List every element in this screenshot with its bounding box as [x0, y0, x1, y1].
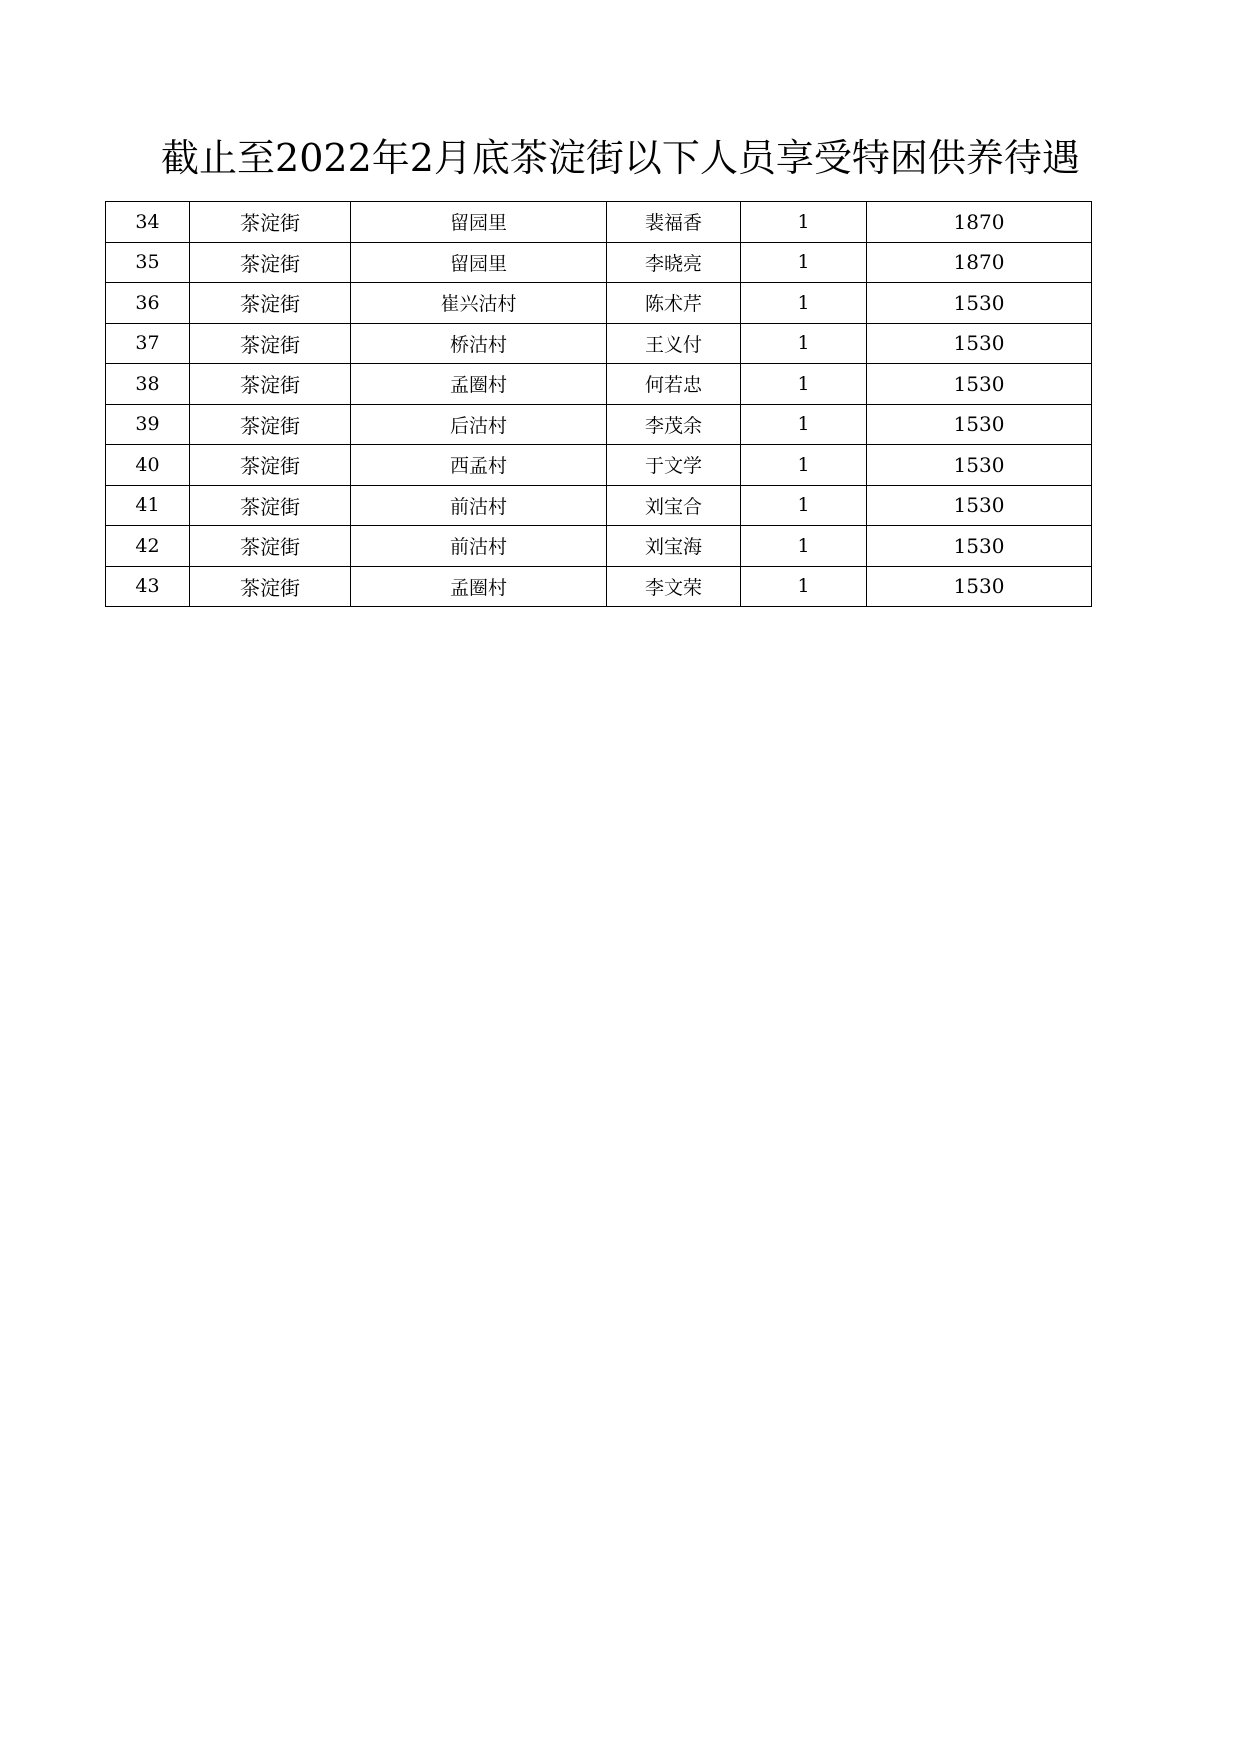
cell-index: 36 [106, 283, 190, 324]
cell-village: 后沽村 [351, 404, 607, 445]
cell-amount: 1530 [867, 364, 1092, 405]
cell-name: 李文荣 [607, 566, 741, 607]
cell-amount: 1530 [867, 445, 1092, 486]
cell-name: 李茂余 [607, 404, 741, 445]
cell-index: 38 [106, 364, 190, 405]
cell-index: 40 [106, 445, 190, 486]
cell-count: 1 [741, 364, 867, 405]
cell-amount: 1870 [867, 202, 1092, 243]
cell-street: 茶淀街 [190, 283, 351, 324]
cell-index: 39 [106, 404, 190, 445]
table-row [106, 485, 1092, 526]
cell-name: 李晓亮 [607, 242, 741, 283]
cell-name: 何若忠 [607, 364, 741, 405]
cell-amount: 1530 [867, 485, 1092, 526]
table-row [106, 364, 1092, 405]
table-row [106, 202, 1092, 243]
cell-street: 茶淀街 [190, 566, 351, 607]
cell-amount: 1530 [867, 404, 1092, 445]
cell-street: 茶淀街 [190, 526, 351, 567]
cell-street: 茶淀街 [190, 445, 351, 486]
cell-street: 茶淀街 [190, 404, 351, 445]
cell-index: 42 [106, 526, 190, 567]
cell-count: 1 [741, 526, 867, 567]
cell-count: 1 [741, 485, 867, 526]
cell-amount: 1870 [867, 242, 1092, 283]
cell-count: 1 [741, 404, 867, 445]
cell-index: 43 [106, 566, 190, 607]
cell-name: 王义付 [607, 323, 741, 364]
table-body [106, 202, 1092, 607]
cell-name: 于文学 [607, 445, 741, 486]
table-row [106, 404, 1092, 445]
cell-count: 1 [741, 566, 867, 607]
cell-count: 1 [741, 242, 867, 283]
cell-amount: 1530 [867, 323, 1092, 364]
cell-street: 茶淀街 [190, 202, 351, 243]
cell-name: 裴福香 [607, 202, 741, 243]
cell-count: 1 [741, 202, 867, 243]
cell-village: 孟圈村 [351, 364, 607, 405]
cell-index: 41 [106, 485, 190, 526]
cell-index: 34 [106, 202, 190, 243]
cell-village: 西孟村 [351, 445, 607, 486]
cell-street: 茶淀街 [190, 364, 351, 405]
cell-amount: 1530 [867, 566, 1092, 607]
cell-name: 刘宝海 [607, 526, 741, 567]
cell-count: 1 [741, 283, 867, 324]
table-row [106, 283, 1092, 324]
cell-village: 前沽村 [351, 526, 607, 567]
beneficiary-table [105, 201, 1092, 607]
cell-amount: 1530 [867, 526, 1092, 567]
cell-count: 1 [741, 445, 867, 486]
cell-street: 茶淀街 [190, 485, 351, 526]
cell-village: 前沽村 [351, 485, 607, 526]
cell-index: 37 [106, 323, 190, 364]
cell-street: 茶淀街 [190, 323, 351, 364]
cell-name: 陈术芹 [607, 283, 741, 324]
cell-village: 崔兴沽村 [351, 283, 607, 324]
cell-village: 留园里 [351, 202, 607, 243]
page-title: 截止至2022年2月底茶淀街以下人员享受特困供养待遇 [161, 136, 1080, 180]
cell-village: 孟圈村 [351, 566, 607, 607]
table-row [106, 566, 1092, 607]
cell-index: 35 [106, 242, 190, 283]
table-row [106, 526, 1092, 567]
table-row [106, 242, 1092, 283]
cell-village: 桥沽村 [351, 323, 607, 364]
table-row [106, 445, 1092, 486]
cell-count: 1 [741, 323, 867, 364]
cell-street: 茶淀街 [190, 242, 351, 283]
cell-village: 留园里 [351, 242, 607, 283]
table-row [106, 323, 1092, 364]
cell-name: 刘宝合 [607, 485, 741, 526]
cell-amount: 1530 [867, 283, 1092, 324]
